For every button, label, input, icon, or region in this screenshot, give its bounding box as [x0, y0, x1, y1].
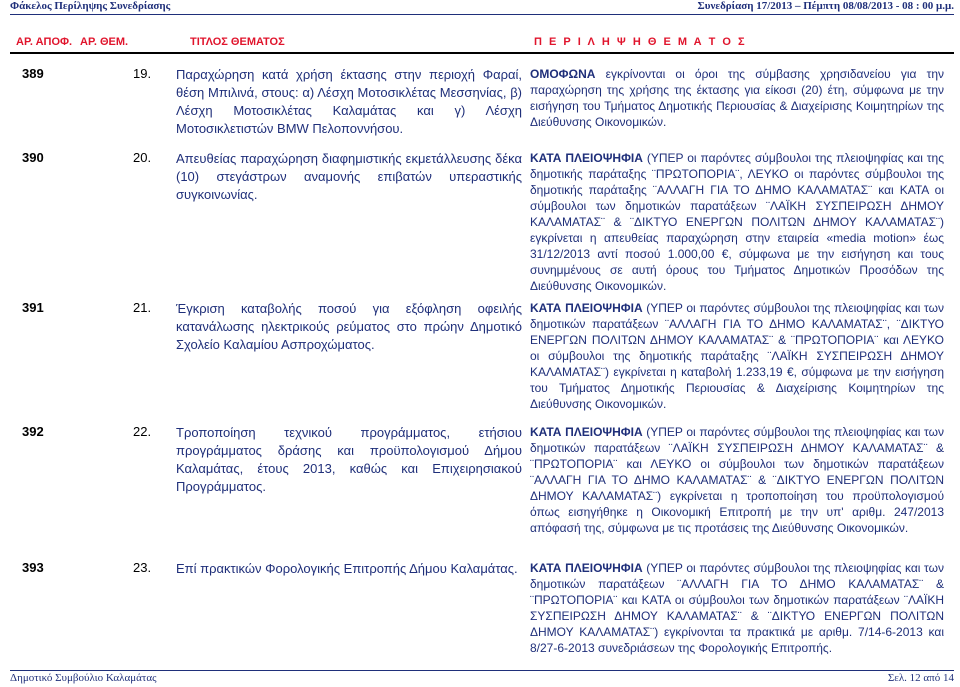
current-page: 12 — [909, 672, 921, 684]
column-item-no: ΑΡ. ΘΕΜ. — [80, 36, 129, 48]
of-label: από — [923, 672, 941, 684]
item-title: Τροποποίηση τεχνικού προγράμματος, ετήσιου προγράμματος δράσης και προϋπολογισμού Δήμου Καλαμάτας, έτους 2013, καθώς και Επιχειρησιακού Προγράμματος. — [176, 425, 522, 494]
page-label: Σελ. — [887, 672, 907, 684]
header-title: Φάκελος Περίληψης Συνεδρίασης — [10, 0, 171, 12]
vote-outcome: ΚΑΤΑ ΠΛΕΙΟΨΗΦΙΑ — [530, 425, 643, 439]
summary-text: (ΥΠΕΡ οι παρόντες σύμβουλοι της πλειοψηφίας και των δημοτικών παρατάξεων ¨ΑΛΛΑΓΗ ΓΙΑ ΤΟ ΔΗΜΟ ΚΑΛΑΜΑΤΑΣ¨ & ¨ΠΡΩΤΟΠΟΡΙΑ¨ και ΚΑΤΑ οι σύμβουλοι των δημοτικών παρατάξεων ¨ΛΑΪΚΗ ΣΥΣΠΕΙΡΩΣΗ ΔΗΜΟΥ ΚΑΛΑΜΑΤΑΣ¨ & ¨ΔΙΚΤΥΟ ΕΝΕΡΓΩΝ ΠΟΛΙΤΩΝ ΔΗΜΟΥ ΚΑΛΑΜΑΤΑΣ¨) εγκρίνονται τα πρακτικά με αριθμ. 7/14-6-2013 και 8/27-6-2013 συνεδριάσεων της Φορολογικής Επιτροπής. — [530, 561, 945, 655]
item-number: 19. — [133, 66, 152, 81]
column-headers — [14, 30, 958, 60]
item-summary — [530, 424, 944, 536]
column-summary: Π Ε Ρ Ι Λ Η Ψ Η Θ Ε Μ Α Τ Ο Σ — [534, 36, 747, 48]
decision-number: 389 — [22, 66, 44, 81]
decision-number: 392 — [22, 424, 44, 439]
item-summary — [530, 300, 944, 412]
footer-divider — [10, 670, 954, 671]
header-divider — [10, 14, 954, 15]
table-header-divider — [10, 52, 954, 54]
item-title: Απευθείας παραχώρηση διαφημιστικής εκμετάλλευσης δέκα (10) στεγάστρων αναμονής επιβατών υπεραστικής συγκοινωνίας. — [176, 151, 522, 202]
item-title: Επί πρακτικών Φορολογικής Επιτροπής Δήμου Καλαμάτας. — [176, 561, 518, 576]
vote-outcome: ΚΑΤΑ ΠΛΕΙΟΨΗΦΙΑ — [530, 151, 643, 165]
column-decision-no: ΑΡ. ΑΠΟΦ. — [16, 36, 73, 48]
item-number: 20. — [133, 150, 152, 165]
footer-council-name: Δημοτικό Συμβούλιο Καλαμάτας — [10, 672, 157, 684]
page-number — [888, 672, 954, 684]
document-footer — [10, 672, 954, 684]
item-title: Έγκριση καταβολής ποσού για εξόφληση οφειλής κατανάλωσης ηλεκτρικούς ρεύματος στο πρώην Δημοτικό Σχολείο Καλαμίου Ασπροχώματος. — [176, 301, 522, 352]
item-number: 23. — [133, 560, 152, 575]
document-header — [10, 0, 954, 14]
item-summary — [530, 150, 944, 294]
item-title: Παραχώρηση κατά χρήση έκτασης στην περιοχή Φαραί, θέση Μπιλινά, στους: α) Λέσχη Μοτοσικλέτας Μεσσηνίας, β) Λέσχη Μοτοσικλέτας Καλαμάτας και γ) Λέσχη Μοτοσικλετιστών BMW Πελοποννήσου. — [176, 67, 522, 136]
item-number: 21. — [133, 300, 152, 315]
summary-text: (ΥΠΕΡ οι παρόντες σύμβουλοι της πλειοψηφίας και των δημοτικών παρατάξεων ¨ΛΑΪΚΗ ΣΥΣΠΕΙΡΩΣΗ ΔΗΜΟΥ ΚΑΛΑΜΑΤΑΣ¨ & ¨ΠΡΩΤΟΠΟΡΙΑ¨ και ΛΕΥΚΟ οι σύμβουλοι των δημοτικών παρατάξεων ¨ΑΛΛΑΓΗ ΓΙΑ ΤΟ ΔΗΜΟ ΚΑΛΑΜΑΤΑΣ¨ & ¨ΔΙΚΤΥΟ ΕΝΕΡΓΩΝ ΠΟΛΙΤΩΝ ΔΗΜΟΥ ΚΑΛΑΜΑΤΑΣ¨) εγκρίνεται η τροποποίηση του προϋπολογισμού όπως εισηγήθηκε η Οικονομική Επιτροπή με την υπ' αριθμ. 247/2013 απόφασή της, σύμφωνα με τις προτάσεις της Διεύθυνσης Οικονομικών. — [530, 425, 945, 535]
decision-number: 393 — [22, 560, 44, 575]
header-session: Συνεδρίαση 17/2013 – Πέμπτη 08/08/2013 - 08 : 00 μ.μ. — [697, 0, 954, 12]
summary-text: εγκρίνονται οι όροι της σύμβασης χρησιδανείου για την παραχώρηση της χρήσης της έκτασης για είκοσι (20) έτη, σύμφωνα με την εισήγηση του Τμήματος Δημοτικής Περιουσίας & Διαχείρισης Κοιμητηρίων της Διεύθυνσης Οικονομικών. — [530, 67, 944, 129]
item-number: 22. — [133, 424, 152, 439]
item-summary — [530, 66, 944, 130]
vote-outcome: ΟΜΟΦΩΝΑ — [530, 67, 596, 81]
vote-outcome: ΚΑΤΑ ΠΛΕΙΟΨΗΦΙΑ — [530, 301, 643, 315]
summary-text: (ΥΠΕΡ οι παρόντες σύμβουλοι της πλειοψηφίας και των δημοτικών παρατάξεων ¨ΑΛΛΑΓΗ ΓΙΑ ΤΟ ΔΗΜΟ ΚΑΛΑΜΑΤΑΣ¨, ¨ΔΙΚΤΥΟ ΕΝΕΡΓΩΝ ΠΟΛΙΤΩΝ ΔΗΜΟΥ ΚΑΛΑΜΑΤΑΣ¨ & ¨ΠΡΩΤΟΠΟΡΙΑ¨ και ΛΕΥΚΟ οι σύμβουλοι της δημοτικής παράταξης ¨ΛΑΪΚΗ ΣΥΣΠΕΙΡΩΣΗ ΔΗΜΟΥ ΚΑΛΑΜΑΤΑΣ¨) εγκρίνεται η καταβολή 1.233,19 €, σύμφωνα με την εισήγηση του Τμήματος Δημοτικής Περιουσίας & Διαχείρισης Κοιμητηρίων της Διεύθυνσης Οικονομικών. — [530, 301, 945, 411]
decision-number: 391 — [22, 300, 44, 315]
decision-number: 390 — [22, 150, 44, 165]
vote-outcome: ΚΑΤΑ ΠΛΕΙΟΨΗΦΙΑ — [530, 561, 643, 575]
total-pages: 14 — [943, 672, 954, 684]
column-title: ΤΙΤΛΟΣ ΘΕΜΑΤΟΣ — [190, 36, 285, 48]
summary-text: (ΥΠΕΡ οι παρόντες σύμβουλοι της πλειοψηφίας και της δημοτικής παράταξης ¨ΠΡΩΤΟΠΟΡΙΑ¨, ΛΕΥΚΟ οι παρόντες σύμβουλοι της δημοτικής παράταξης ¨ΑΛΛΑΓΗ ΓΙΑ ΤΟ ΔΗΜΟ ΚΑΛΑΜΑΤΑΣ¨ και ΚΑΤΑ οι σύμβουλοι των δημοτικών παρατάξεων ¨ΛΑΪΚΗ ΣΥΣΠΕΙΡΩΣΗ ΔΗΜΟΥ ΚΑΛΑΜΑΤΑΣ¨ & ¨ΔΙΚΤΥΟ ΕΝΕΡΓΩΝ ΠΟΛΙΤΩΝ ΔΗΜΟΥ ΚΑΛΑΜΑΤΑΣ¨) εγκρίνεται η απευθείας παραχώρηση στην εταιρεία «media motion» έως 31/12/2013 αντί ποσού 1.000,00 €, σύμφωνα με την εισήγηση και τους συνημμένους σε αυτή όρους του Τμήματος Δημοτικών Προσόδων της Διεύθυνσης Οικονομικών. — [530, 151, 944, 293]
item-summary — [530, 560, 944, 656]
